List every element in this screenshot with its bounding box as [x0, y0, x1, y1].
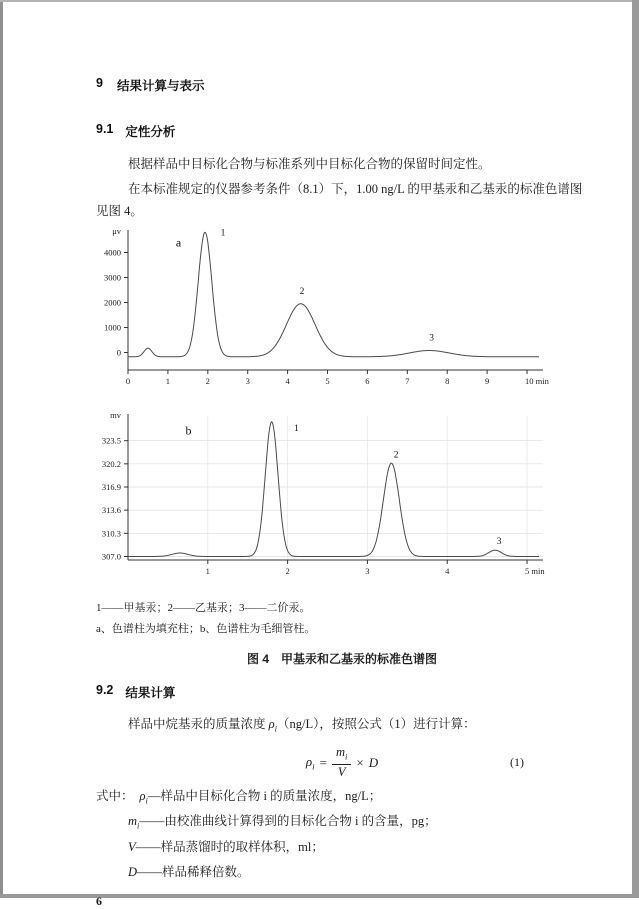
scan-edge-left	[0, 0, 3, 898]
section-9-1-heading	[96, 122, 588, 140]
svg-text:5 min: 5 min	[525, 566, 545, 576]
paragraph-calculation-intro	[96, 713, 588, 740]
figure-4-title: 甲基汞和乙基汞的标准色谱图	[281, 652, 438, 666]
svg-text:a: a	[175, 235, 182, 250]
svg-text:1: 1	[205, 566, 210, 576]
definition-m: $m_i——$由校准曲线计算得到的目标化合物 i 的含量，pg；	[128, 814, 437, 831]
equals-sign: =	[319, 754, 327, 770]
section-9-1-title: 定性分析	[125, 125, 176, 139]
definition-rho: 式中： $\rho_i—$样品中目标化合物 i 的质量浓度，ng/L；	[96, 788, 382, 805]
section-9-title: 结果计算与表示	[116, 79, 205, 93]
svg-text:320.2: 320.2	[101, 458, 121, 469]
svg-text:323.5: 323.5	[101, 435, 121, 446]
figure-legend	[96, 598, 588, 640]
svg-text:7: 7	[405, 376, 410, 386]
formula-fraction	[332, 746, 351, 780]
section-9-2-title: 结果计算	[125, 686, 176, 700]
calc-intro-suffix: （ng/L），按照公式（1）进行计算：	[277, 717, 476, 731]
legend-columns: a、色谱柱为填充柱；b、色谱柱为毛细管柱。	[96, 623, 316, 635]
formula-1	[96, 746, 588, 780]
formula-definitions	[96, 786, 588, 888]
svg-text:1: 1	[293, 423, 299, 434]
svg-text:3000: 3000	[104, 272, 121, 283]
svg-text:4: 4	[445, 566, 450, 576]
svg-text:4000: 4000	[104, 247, 121, 258]
calc-intro-prefix: 样品中烷基汞的质量浓度	[128, 717, 266, 731]
svg-text:10 min: 10 min	[525, 376, 549, 386]
figure-4-charts	[96, 224, 588, 588]
svg-text:307.0: 307.0	[101, 551, 121, 562]
svg-text:313.6: 313.6	[101, 505, 121, 516]
svg-text:1: 1	[220, 228, 226, 239]
svg-text:2: 2	[299, 286, 305, 297]
svg-text:b: b	[185, 423, 192, 438]
scan-edge-right	[632, 0, 639, 898]
chromatogram-b	[94, 406, 549, 588]
section-9-number: 9	[96, 76, 103, 90]
section-9-2-heading	[96, 683, 588, 701]
fraction-numerator: $m_i$	[332, 746, 351, 766]
svg-text:3: 3	[496, 536, 502, 547]
svg-text:mv: mv	[110, 410, 121, 420]
svg-text:3: 3	[365, 566, 370, 576]
section-9-2-number: 9.2	[96, 683, 114, 697]
figure-4-number: 图 4	[246, 652, 269, 666]
svg-text:3: 3	[245, 376, 250, 386]
svg-text:0: 0	[125, 376, 131, 386]
svg-text:2: 2	[393, 450, 399, 461]
svg-text:6: 6	[365, 376, 370, 386]
svg-text:4: 4	[285, 376, 290, 386]
svg-text:1: 1	[165, 376, 171, 386]
svg-text:3: 3	[429, 333, 435, 344]
svg-text:8: 8	[445, 376, 450, 386]
page-number: 6	[96, 893, 102, 908]
equation-number: (1)	[510, 754, 524, 769]
definition-d: D——样品稀释倍数。	[128, 865, 250, 879]
where-label: 式中：	[96, 788, 134, 803]
fraction-denominator: V	[337, 765, 346, 780]
paragraph-qualitative: 根据样品中目标化合物与标准系列中目标化合物的保留时间定性。	[128, 157, 491, 171]
document-page	[96, 0, 588, 909]
section-9-1-number: 9.1	[96, 122, 114, 136]
svg-text:2: 2	[285, 566, 290, 576]
svg-text:5: 5	[325, 376, 330, 386]
figure-4-caption	[96, 650, 588, 667]
svg-text:316.9: 316.9	[101, 482, 121, 492]
times-sign: ×	[356, 754, 364, 770]
svg-text:μv: μv	[112, 226, 121, 236]
svg-text:1000: 1000	[104, 322, 121, 333]
svg-text:310.3: 310.3	[101, 528, 121, 539]
svg-text:0: 0	[116, 347, 121, 358]
rho-i-variable: $\rho_i$	[268, 717, 278, 734]
paragraph-reference-conditions: 在本标准规定的仪器参考条件（8.1）下，1.00 ng/L 的甲基汞和乙基汞的标准色谱图见图 4。	[96, 182, 583, 218]
svg-text:9: 9	[485, 376, 490, 386]
definition-v: V——样品蒸馏时的取样体积，ml；	[128, 839, 324, 854]
svg-text:2000: 2000	[104, 297, 121, 308]
legend-peaks: 1——甲基汞；2——乙基汞；3——二价汞。	[96, 602, 311, 614]
chromatogram-a	[94, 224, 549, 398]
formula-lhs: $\rho_i$	[305, 753, 315, 772]
dilution-factor-variable: D	[368, 754, 379, 770]
section-9-heading	[96, 76, 588, 94]
svg-text:2: 2	[205, 376, 210, 386]
